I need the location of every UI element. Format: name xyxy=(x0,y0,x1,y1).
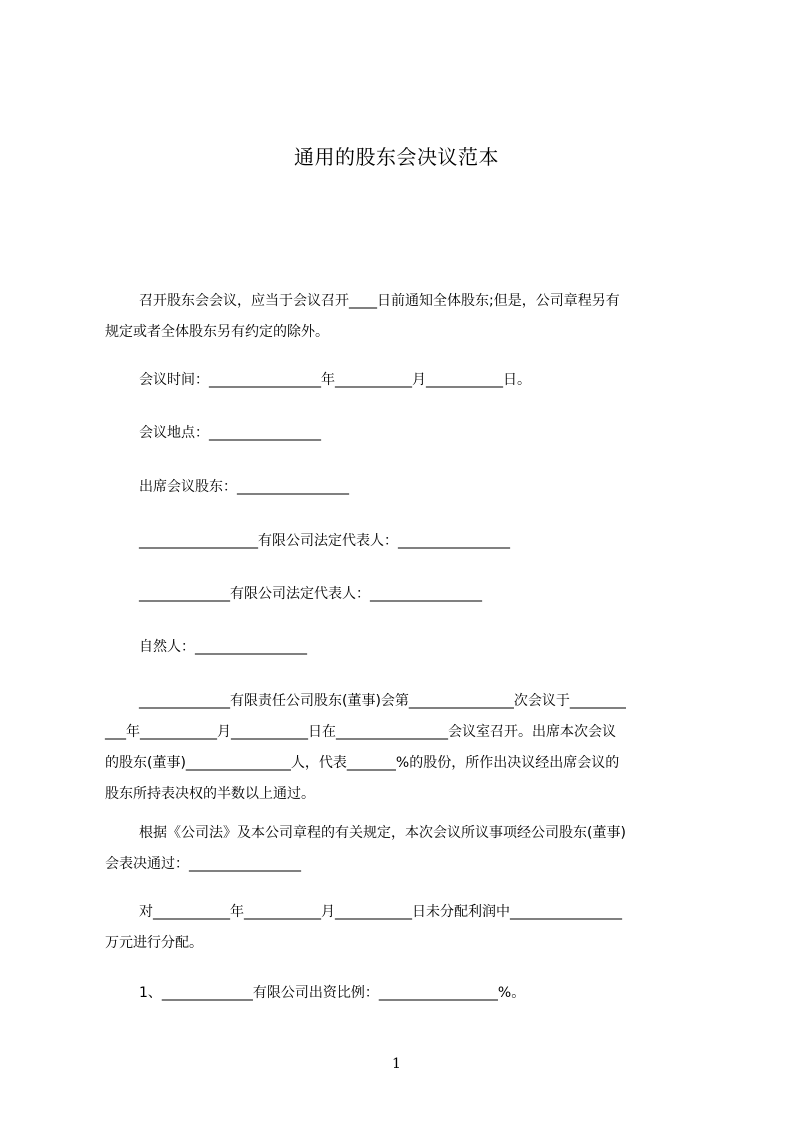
attending-shareholders-text: 出席会议股东：________________ xyxy=(139,479,349,495)
resolution-basis-paragraph xyxy=(105,818,701,880)
notice-line-2: 规定或者全体股东另有约定的除外。 xyxy=(105,324,329,340)
notice-line-1: 召开股东会会议，应当于会议召开____日前通知全体股东;但是，公司章程另有 xyxy=(139,293,620,309)
profit-distribution-line-2: 万元进行分配。 xyxy=(105,935,203,951)
meeting-details-line-4: 股东所持表决权的半数以上通过。 xyxy=(105,786,315,802)
meeting-time-line xyxy=(105,365,701,396)
meeting-place-line xyxy=(105,418,701,449)
company-rep-text-1: _________________有限公司法定代表人：________________ xyxy=(139,533,510,549)
meeting-time-text: 会议时间：________________年___________月___________日。 xyxy=(139,372,531,388)
resolution-basis-line-2: 会表决通过：________________ xyxy=(105,856,301,872)
meeting-place-text: 会议地点：________________ xyxy=(139,425,321,441)
notice-paragraph xyxy=(105,286,701,348)
profit-distribution-line-1: 对___________年___________月___________日未分配利润中________________ xyxy=(139,904,622,920)
meeting-details-line-3: 的股东(董事)_______________人，代表_______%的股份，所作出决议经出席会议的 xyxy=(105,755,620,771)
item-1-line xyxy=(105,978,701,1009)
meeting-details-line-2: ___年___________月___________日在________________会议室召开。出席本次会议 xyxy=(105,724,616,740)
natural-person-text: 自然人：________________ xyxy=(139,639,307,655)
company-rep-text-2: _____________有限公司法定代表人：________________ xyxy=(139,586,482,602)
natural-person-line xyxy=(105,632,701,663)
document-title: 通用的股东会决议范本 xyxy=(294,145,499,169)
meeting-details-line-1: _____________有限责任公司股东(董事)会第_______________次会议于________ xyxy=(139,693,626,709)
profit-distribution-paragraph xyxy=(105,897,701,959)
resolution-basis-line-1: 根据《公司法》及本公司章程的有关规定，本次会议所议事项经公司股东(董事) xyxy=(139,825,626,841)
page-number: 1 xyxy=(392,1056,401,1072)
meeting-details-paragraph xyxy=(105,686,701,810)
company-rep-line-2 xyxy=(105,579,701,610)
attending-shareholders-line xyxy=(105,472,701,503)
company-rep-line-1 xyxy=(105,526,701,557)
item-1-text: 1、_____________有限公司出资比例：_________________%。 xyxy=(139,985,526,1001)
